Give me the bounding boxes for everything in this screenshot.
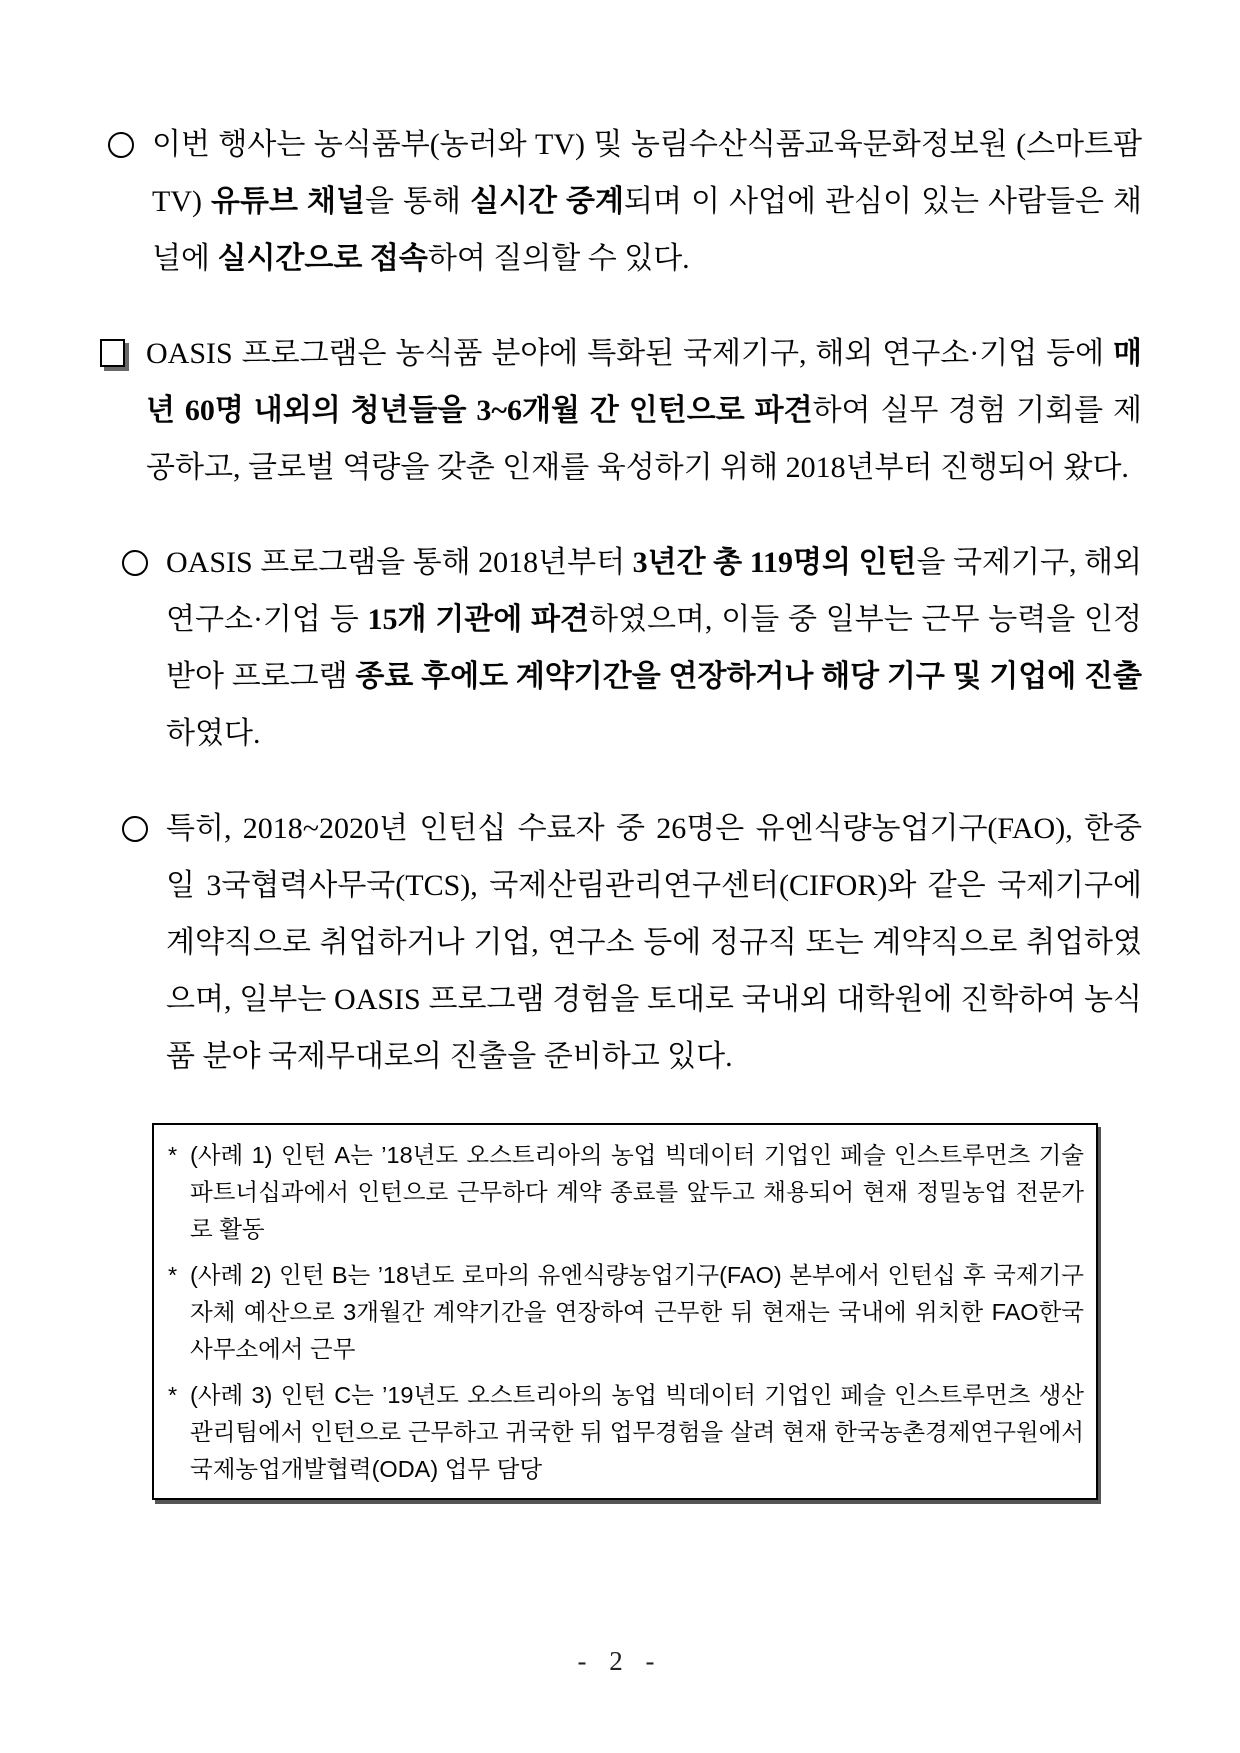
page-number: - 2 - <box>577 1646 663 1676</box>
paragraph <box>122 800 1142 1085</box>
paragraph <box>108 116 1142 287</box>
case-item <box>166 1377 1084 1488</box>
paragraph <box>122 534 1142 762</box>
case-item-text: (사례 2) 인턴 B는 ’18년도 로마의 유엔식량농업기구(FAO) 본부에서 인턴십 후 국제기구 자체 예산으로 3개월간 계약기간을 연장하여 근무한 뒤 현재는 국내에 위치한 FAO한국사무소에서 근무 <box>190 1262 1084 1362</box>
paragraph-text <box>166 812 1142 1073</box>
case-item-text: (사례 3) 인턴 C는 ’19년도 오스트리아의 농업 빅데이터 기업인 페슬 인스트루먼츠 생산관리팀에서 인턴으로 근무하고 귀국한 뒤 업무경험을 살려 현재 한국농촌경제연구원에서 국제농업개발협력(ODA) 업무 담당 <box>190 1382 1084 1482</box>
body-text: 을 국제기구, 해외 연구소·기업 등 <box>166 546 1142 636</box>
case-item <box>166 1257 1084 1368</box>
paragraph-text <box>152 128 1142 275</box>
paragraph-text <box>146 337 1142 484</box>
emphasized-text: 유튜브 채널 <box>211 185 365 218</box>
case-example-box <box>152 1123 1098 1500</box>
body-text: 을 통해 <box>365 185 471 218</box>
case-item-text: (사례 1) 인턴 A는 ’18년도 오스트리아의 농업 빅데이터 기업인 페슬 인스트루먼츠 기술파트너십과에서 인턴으로 근무하다 계약 종료를 앞두고 채용되어 현재 정밀농업 전문가로 활동 <box>190 1142 1084 1242</box>
body-text: 되며 이 사업에 관심이 있는 사람들은 채널에 <box>152 185 1142 275</box>
asterisk-marker: * <box>168 1262 178 1288</box>
emphasized-text: 15개 기관에 파견 <box>367 603 589 636</box>
emphasized-text: 실시간으로 접속 <box>217 242 428 275</box>
emphasized-text: 종료 후에도 계약기간을 연장하거나 해당 기구 및 기업에 진출 <box>355 660 1142 693</box>
body-text: OASIS 프로그램은 농식품 분야에 특화된 국제기구, 해외 연구소·기업 등에 <box>146 337 1114 370</box>
case-item <box>166 1137 1084 1248</box>
body-text: 하여 실무 경험 기회를 제공하고, 글로벌 역량을 갖춘 인재를 육성하기 위해 2018년부터 진행되어 왔다. <box>146 394 1142 484</box>
body-text: 이번 행사는 농식품부(농러와 TV) 및 농림수산식품교육문화정보원 (스마트팜 TV) <box>152 128 1142 218</box>
emphasized-text: 매년 60명 내외의 청년들을 3~6개월 간 인턴으로 파견 <box>146 337 1142 427</box>
emphasized-text: 3년간 총 119명의 인턴 <box>632 546 917 579</box>
paragraph-list <box>100 116 1142 1085</box>
body-text: OASIS 프로그램을 통해 2018년부터 <box>166 546 633 579</box>
square-bullet-icon <box>100 339 125 367</box>
emphasized-text: 실시간 중계 <box>470 185 624 218</box>
paragraph-text <box>166 546 1142 750</box>
body-text: 하여 질의할 수 있다. <box>427 242 690 275</box>
circle-bullet-icon <box>122 816 148 842</box>
circle-bullet-icon <box>122 550 148 576</box>
document-body <box>100 116 1142 1500</box>
body-text: 특히, 2018~2020년 인턴십 수료자 중 26명은 유엔식량농업기구(FAO), 한중일 3국협력사무국(TCS), 국제산림관리연구센터(CIFOR)와 같은 국제기구에 계약직으로 취업하거나 기업, 연구소 등에 정규직 또는 계약직으로 취업하였으며, 일부는 OASIS 프로그램 경험을 토대로 국내외 대학원에 진학하여 농식품 분야 국제무대로의 진출을 준비하고 있다. <box>166 812 1142 1073</box>
circle-bullet-icon <box>108 132 134 158</box>
asterisk-marker: * <box>168 1382 178 1408</box>
body-text: 하였다. <box>166 717 261 750</box>
asterisk-marker: * <box>168 1142 178 1168</box>
paragraph <box>100 325 1142 496</box>
body-text: 하였으며, 이들 중 일부는 근무 능력을 인정받아 프로그램 <box>166 603 1142 693</box>
